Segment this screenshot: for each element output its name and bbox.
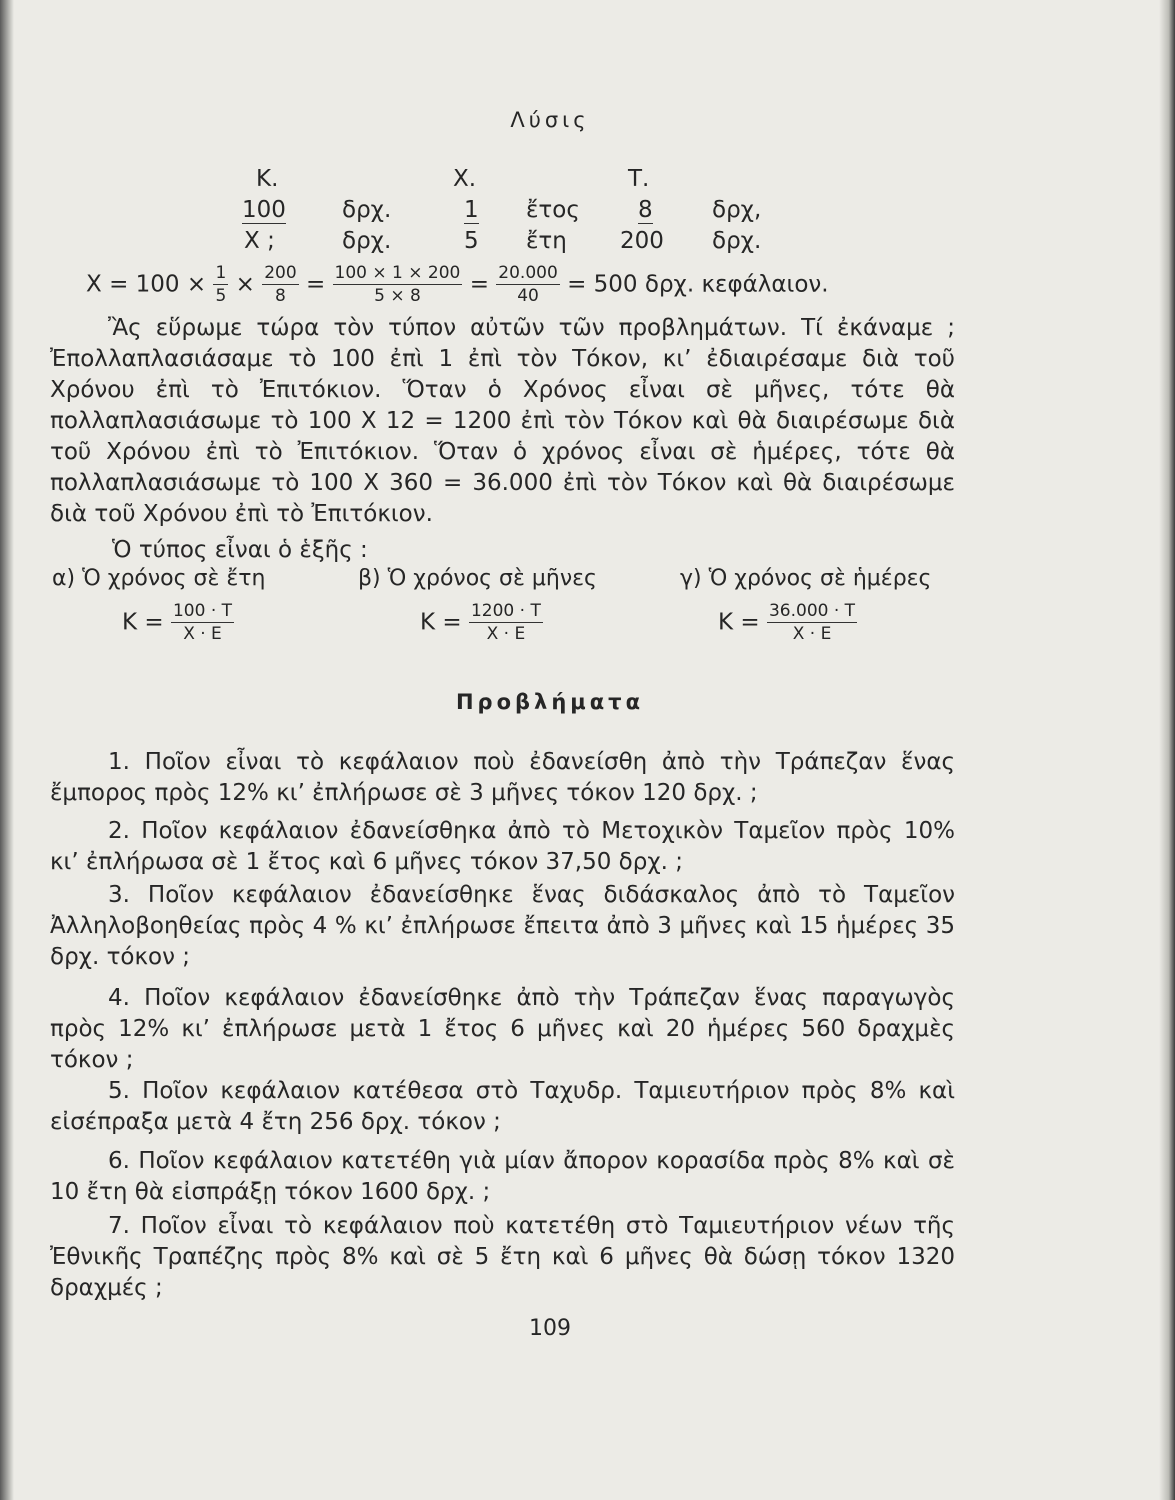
formula-explanation-paragraph: Ἂς εὕρωμε τώρα τὸν τύπον αὐτῶν τῶν προβλημάτων. Τί ἐκάναμε ; Ἐπολλαπλασιάσαμε τὸ 100 ἐπὶ 1 ἐπὶ τὸν Τόκον, κι’ ἐδιαιρέσαμε διὰ τοῦ Χρόνου ἐπὶ τὸ Ἐπιτόκιον. Ὅταν ὁ Χρόνος εἶναι σὲ μῆνες, τότε θὰ πολλαπλασιάσωμε τὸ 100 Χ 12 = 1200 ἐπὶ τὸν Τόκον καὶ θὰ διαιρέσωμε διὰ τοῦ Χρόνου ἐπὶ τὸ Ἐπιτόκιον. Ὅταν ὁ χρόνος εἶναι σὲ ἡμέρες, τότε θὰ πολλαπλασιάσωμε τὸ 100 Χ 360 = 36.000 ἐπὶ τὸν Τόκον καὶ θὰ διαιρέσωμε διὰ τοῦ Χρόνου ἐπὶ τὸ Ἐπιτόκιον.: [50, 315, 955, 527]
row2-time: 5: [464, 228, 479, 254]
row1-capital: 100: [242, 197, 286, 223]
row2-time-unit: ἔτη: [526, 228, 567, 254]
row1-time-unit: ἔτος: [526, 197, 580, 223]
page-edge-shadow: [1159, 0, 1175, 1500]
formula-label-days: γ) Ὁ χρόνος σὲ ἡμέρες: [680, 566, 932, 591]
formula-months: Κ = $\frac{1200 \cdot T}{X \cdot E}$: [420, 601, 541, 644]
solution-equation: Χ = 100 × $\frac{1}{5}$ × $\frac{200}{8}$ = $\frac{100 \times 1 \times 200}{5 \times 8}$ = $\frac{20.000}{40}$ = 500 δρχ. κεφάλαιον.: [86, 263, 829, 306]
header-interest: Τ.: [628, 166, 650, 192]
problem-7: 7. Ποῖον εἶναι τὸ κεφάλαιον ποὺ κατετέθη στὸ Ταμιευτήριον νέων τῆς Ἐθνικῆς Τραπέζης πρὸς 8% καὶ σὲ 5 ἔτη καὶ 6 μῆνες θὰ δώσῃ τόκον 1320 δραχμές ;: [50, 1213, 955, 1301]
fraction-1-5: $\frac{1}{5}$: [215, 263, 227, 306]
fraction-product: $\frac{100 \times 1 \times 200}{5 \times 8}$: [334, 263, 461, 306]
book-page: [50, 0, 1125, 1500]
formula-days: Κ = $\frac{36.000 \cdot T}{X \cdot E}$: [718, 601, 856, 644]
problem-4: 4. Ποῖον κεφάλαιον ἐδανείσθηκε ἀπὸ τὴν Τράπεζαν ἕνας παραγωγὸς πρὸς 12% κι’ ἐπλήρωσε μετὰ 1 ἔτος 6 μῆνες καὶ 20 ἡμέρες 560 δραχμὲς τόκον ;: [50, 985, 955, 1073]
problems-heading: Προβλήματα: [455, 690, 644, 714]
row2-interest: 200: [620, 228, 664, 254]
header-time: Χ.: [453, 166, 477, 192]
solution-heading: Λύσις: [510, 108, 590, 132]
page-number: 109: [529, 1316, 571, 1341]
header-capital: Κ.: [256, 166, 279, 192]
problem-5: 5. Ποῖον κεφάλαιον κατέθεσα στὸ Ταχυδρ. Ταμιευτήριον πρὸς 8% καὶ εἰσέπραξα μετὰ 4 ἔτη 256 δρχ. τόκον ;: [50, 1078, 955, 1135]
formula-intro: Ὁ τύπος εἶναι ὁ ἑξῆς :: [112, 537, 368, 563]
row1-interest: 8: [638, 197, 653, 223]
problem-3: 3. Ποῖον κεφάλαιον ἐδανείσθηκε ἕνας διδάσκαλος ἀπὸ τὸ Ταμεῖον Ἀλληλοβοηθείας πρὸς 4 % κι’ ἐπλήρωσε ἔπειτα ἀπὸ 3 μῆνες καὶ 15 ἡμέρες 35 δρχ. τόκον ;: [50, 882, 955, 970]
equation-result: = 500 δρχ. κεφάλαιον.: [567, 271, 829, 298]
row1-interest-unit: δρχ,: [712, 197, 762, 223]
row2-interest-unit: δρχ.: [712, 228, 762, 254]
row1-unit: δρχ.: [342, 197, 392, 223]
problem-1: 1. Ποῖον εἶναι τὸ κεφάλαιον ποὺ ἐδανείσθη ἀπὸ τὴν Τράπεζαν ἕνας ἔμπορος πρὸς 12% κι’ ἐπλήρωσε σὲ 3 μῆνες τόκον 120 δρχ. ;: [50, 749, 955, 806]
problem-6: 6. Ποῖον κεφάλαιον κατετέθη γιὰ μίαν ἄπορον κορασίδα πρὸς 8% καὶ σὲ 10 ἔτη θὰ εἰσπράξῃ τόκον 1600 δρχ. ;: [50, 1148, 955, 1205]
row1-time: 1: [464, 197, 479, 223]
formula-years-fraction: $\frac{100 \cdot T}{X \cdot E}$: [172, 601, 233, 644]
row2-capital: Χ ;: [244, 228, 275, 254]
fraction-200-8: $\frac{200}{8}$: [264, 263, 297, 306]
page-gutter-shadow: [0, 0, 14, 1500]
fraction-20000-40: $\frac{20.000}{40}$: [498, 263, 558, 306]
row2-unit: δρχ.: [342, 228, 392, 254]
formula-months-fraction: $\frac{1200 \cdot T}{X \cdot E}$: [470, 601, 541, 644]
problem-2: 2. Ποῖον κεφάλαιον ἐδανείσθηκα ἀπὸ τὸ Μετοχικὸν Ταμεῖον πρὸς 10% κι’ ἐπλήρωσα σὲ 1 ἔτος καὶ 6 μῆνες τόκον 37,50 δρχ. ;: [50, 818, 955, 875]
formula-label-years: α) Ὁ χρόνος σὲ ἔτη: [52, 566, 266, 591]
formula-days-fraction: $\frac{36.000 \cdot T}{X \cdot E}$: [768, 601, 856, 644]
formula-label-months: β) Ὁ χρόνος σὲ μῆνες: [358, 566, 597, 591]
formula-years: Κ = $\frac{100 \cdot T}{X \cdot E}$: [122, 601, 233, 644]
